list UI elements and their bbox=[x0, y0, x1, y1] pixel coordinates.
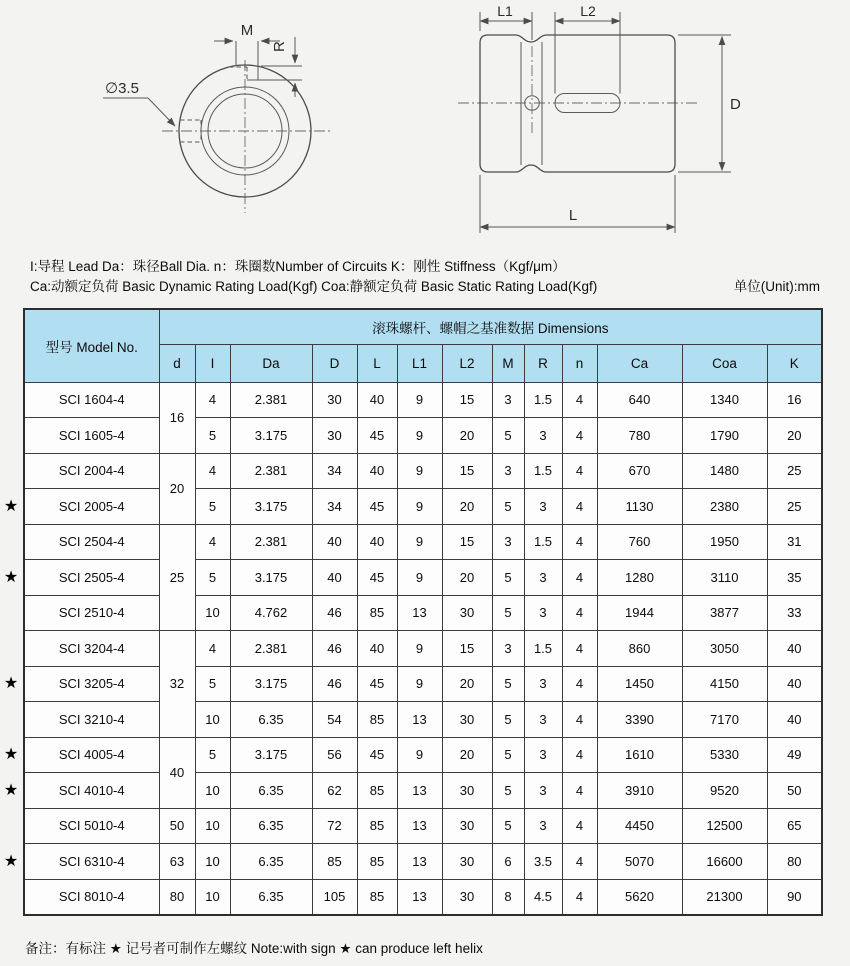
model-cell: SCI 8010-4 bbox=[24, 879, 159, 915]
value-cell: 4 bbox=[562, 737, 597, 773]
value-cell: 3390 bbox=[597, 702, 682, 738]
value-cell: 1.5 bbox=[524, 453, 562, 489]
value-cell: 90 bbox=[767, 879, 822, 915]
value-cell: 3910 bbox=[597, 773, 682, 809]
value-cell: 31 bbox=[767, 524, 822, 560]
table-row bbox=[24, 382, 822, 418]
value-cell: 3110 bbox=[682, 560, 767, 596]
value-cell: 10 bbox=[195, 879, 230, 915]
value-cell: 3 bbox=[492, 631, 524, 667]
value-cell: 20 bbox=[442, 560, 492, 596]
value-cell: 640 bbox=[597, 382, 682, 418]
value-cell: 4.762 bbox=[230, 595, 312, 631]
value-cell: 3 bbox=[524, 560, 562, 596]
value-cell: 4.5 bbox=[524, 879, 562, 915]
value-cell: 54 bbox=[312, 702, 357, 738]
value-cell: 35 bbox=[767, 560, 822, 596]
table-row bbox=[24, 560, 822, 596]
value-cell: 20 bbox=[767, 418, 822, 454]
value-cell: 13 bbox=[397, 702, 442, 738]
value-cell: 34 bbox=[312, 453, 357, 489]
value-cell: 4 bbox=[562, 382, 597, 418]
value-cell: 4 bbox=[562, 595, 597, 631]
model-cell: SCI 1605-4 bbox=[24, 418, 159, 454]
value-cell: 46 bbox=[312, 666, 357, 702]
value-cell: 40 bbox=[767, 666, 822, 702]
model-cell: SCI 2510-4 bbox=[24, 595, 159, 631]
table-row bbox=[24, 489, 822, 525]
value-cell: 1480 bbox=[682, 453, 767, 489]
value-cell: 30 bbox=[312, 382, 357, 418]
value-cell: 85 bbox=[357, 879, 397, 915]
value-cell: 1790 bbox=[682, 418, 767, 454]
d-dim-label: D bbox=[730, 96, 741, 113]
abbreviation-legend bbox=[30, 257, 820, 297]
model-cell: SCI 3205-4 bbox=[24, 666, 159, 702]
value-cell: 40 bbox=[312, 560, 357, 596]
value-cell: 30 bbox=[442, 808, 492, 844]
column-header-l: L bbox=[357, 344, 397, 382]
value-cell: 5 bbox=[195, 489, 230, 525]
value-cell: 10 bbox=[195, 808, 230, 844]
l2-dim-label: L2 bbox=[580, 3, 596, 19]
value-cell: 10 bbox=[195, 844, 230, 880]
value-cell: 1130 bbox=[597, 489, 682, 525]
value-cell: 85 bbox=[357, 595, 397, 631]
dimensions-title-header: 滚珠螺杆、螺帽之基准数据 Dimensions bbox=[159, 309, 822, 344]
value-cell: 780 bbox=[597, 418, 682, 454]
value-cell: 45 bbox=[357, 418, 397, 454]
value-cell: 13 bbox=[397, 844, 442, 880]
technical-drawings bbox=[0, 0, 850, 252]
model-cell: SCI 6310-4 bbox=[24, 844, 159, 880]
value-cell: 3 bbox=[524, 737, 562, 773]
table-row bbox=[24, 666, 822, 702]
value-cell: 1.5 bbox=[524, 524, 562, 560]
value-cell: 85 bbox=[357, 702, 397, 738]
value-cell: 6.35 bbox=[230, 702, 312, 738]
value-cell: 5 bbox=[492, 560, 524, 596]
value-cell: 860 bbox=[597, 631, 682, 667]
value-cell: 2.381 bbox=[230, 631, 312, 667]
value-cell: 1.5 bbox=[524, 631, 562, 667]
value-cell: 12500 bbox=[682, 808, 767, 844]
value-cell: 4450 bbox=[597, 808, 682, 844]
value-cell: 85 bbox=[357, 808, 397, 844]
value-cell: 9 bbox=[397, 489, 442, 525]
value-cell: 3877 bbox=[682, 595, 767, 631]
value-cell: 1450 bbox=[597, 666, 682, 702]
d-cell: 20 bbox=[159, 453, 195, 524]
table-row bbox=[24, 631, 822, 667]
value-cell: 4 bbox=[562, 524, 597, 560]
hole-diameter-label: ∅3.5 bbox=[105, 80, 139, 97]
value-cell: 3 bbox=[524, 702, 562, 738]
left-helix-star: ★ bbox=[3, 746, 19, 763]
value-cell: 40 bbox=[357, 382, 397, 418]
value-cell: 65 bbox=[767, 808, 822, 844]
left-helix-star: ★ bbox=[3, 782, 19, 799]
value-cell: 4 bbox=[562, 560, 597, 596]
value-cell: 5 bbox=[195, 666, 230, 702]
d-cell: 32 bbox=[159, 631, 195, 738]
value-cell: 4 bbox=[562, 808, 597, 844]
column-header-l2: L2 bbox=[442, 344, 492, 382]
value-cell: 9520 bbox=[682, 773, 767, 809]
value-cell: 5330 bbox=[682, 737, 767, 773]
value-cell: 5 bbox=[492, 489, 524, 525]
model-cell: SCI 3210-4 bbox=[24, 702, 159, 738]
r-dim-label: R bbox=[271, 41, 288, 52]
column-header-m: M bbox=[492, 344, 524, 382]
table-row bbox=[24, 524, 822, 560]
value-cell: 10 bbox=[195, 773, 230, 809]
value-cell: 9 bbox=[397, 631, 442, 667]
d-cell: 40 bbox=[159, 737, 195, 808]
model-cell: SCI 2004-4 bbox=[24, 453, 159, 489]
d-cell: 25 bbox=[159, 524, 195, 631]
value-cell: 1280 bbox=[597, 560, 682, 596]
value-cell: 4 bbox=[195, 524, 230, 560]
value-cell: 3.175 bbox=[230, 666, 312, 702]
value-cell: 3.175 bbox=[230, 489, 312, 525]
value-cell: 5 bbox=[492, 418, 524, 454]
value-cell: 3.5 bbox=[524, 844, 562, 880]
model-cell: SCI 2504-4 bbox=[24, 524, 159, 560]
value-cell: 20 bbox=[442, 737, 492, 773]
value-cell: 9 bbox=[397, 382, 442, 418]
legend-line-1: I:导程 Lead Da：珠径Ball Dia. n：珠圈数Number of Circuits K：刚性 Stiffness（Kgf/μm） bbox=[30, 259, 566, 274]
value-cell: 5 bbox=[195, 560, 230, 596]
value-cell: 8 bbox=[492, 879, 524, 915]
left-helix-star: ★ bbox=[3, 675, 19, 692]
value-cell: 85 bbox=[357, 844, 397, 880]
value-cell: 3.175 bbox=[230, 737, 312, 773]
column-header-n: n bbox=[562, 344, 597, 382]
column-header-da: Da bbox=[230, 344, 312, 382]
table-row bbox=[24, 595, 822, 631]
value-cell: 80 bbox=[767, 844, 822, 880]
value-cell: 13 bbox=[397, 808, 442, 844]
column-header-d: d bbox=[159, 344, 195, 382]
value-cell: 9 bbox=[397, 418, 442, 454]
value-cell: 4 bbox=[195, 382, 230, 418]
value-cell: 13 bbox=[397, 879, 442, 915]
value-cell: 16 bbox=[767, 382, 822, 418]
value-cell: 72 bbox=[312, 808, 357, 844]
model-cell: SCI 4010-4 bbox=[24, 773, 159, 809]
value-cell: 1340 bbox=[682, 382, 767, 418]
value-cell: 6.35 bbox=[230, 773, 312, 809]
value-cell: 4 bbox=[562, 666, 597, 702]
value-cell: 1944 bbox=[597, 595, 682, 631]
value-cell: 45 bbox=[357, 560, 397, 596]
value-cell: 20 bbox=[442, 418, 492, 454]
value-cell: 5070 bbox=[597, 844, 682, 880]
value-cell: 25 bbox=[767, 489, 822, 525]
end-view-drawing bbox=[103, 22, 330, 213]
value-cell: 2.381 bbox=[230, 524, 312, 560]
model-cell: SCI 2005-4 bbox=[24, 489, 159, 525]
table-row bbox=[24, 418, 822, 454]
value-cell: 85 bbox=[357, 773, 397, 809]
table-row bbox=[24, 737, 822, 773]
value-cell: 5 bbox=[492, 737, 524, 773]
d-cell: 50 bbox=[159, 808, 195, 844]
value-cell: 5 bbox=[195, 737, 230, 773]
value-cell: 2.381 bbox=[230, 382, 312, 418]
column-header-r: R bbox=[524, 344, 562, 382]
value-cell: 4150 bbox=[682, 666, 767, 702]
value-cell: 3 bbox=[524, 489, 562, 525]
value-cell: 3.175 bbox=[230, 418, 312, 454]
side-view-drawing bbox=[458, 3, 741, 233]
value-cell: 21300 bbox=[682, 879, 767, 915]
value-cell: 3 bbox=[492, 524, 524, 560]
unit-note: 单位(Unit):mm bbox=[733, 279, 820, 294]
value-cell: 46 bbox=[312, 595, 357, 631]
left-helix-star: ★ bbox=[3, 498, 19, 515]
model-cell: SCI 3204-4 bbox=[24, 631, 159, 667]
value-cell: 30 bbox=[442, 595, 492, 631]
value-cell: 7170 bbox=[682, 702, 767, 738]
value-cell: 5 bbox=[492, 666, 524, 702]
value-cell: 6 bbox=[492, 844, 524, 880]
value-cell: 45 bbox=[357, 489, 397, 525]
value-cell: 1.5 bbox=[524, 382, 562, 418]
value-cell: 3 bbox=[524, 418, 562, 454]
value-cell: 49 bbox=[767, 737, 822, 773]
value-cell: 9 bbox=[397, 560, 442, 596]
value-cell: 50 bbox=[767, 773, 822, 809]
value-cell: 40 bbox=[357, 524, 397, 560]
value-cell: 9 bbox=[397, 524, 442, 560]
value-cell: 9 bbox=[397, 453, 442, 489]
value-cell: 4 bbox=[562, 844, 597, 880]
value-cell: 30 bbox=[442, 773, 492, 809]
value-cell: 10 bbox=[195, 595, 230, 631]
value-cell: 4 bbox=[195, 453, 230, 489]
value-cell: 5 bbox=[492, 702, 524, 738]
column-header-ca: Ca bbox=[597, 344, 682, 382]
value-cell: 3 bbox=[492, 382, 524, 418]
model-cell: SCI 1604-4 bbox=[24, 382, 159, 418]
value-cell: 5 bbox=[492, 773, 524, 809]
value-cell: 30 bbox=[442, 844, 492, 880]
value-cell: 13 bbox=[397, 595, 442, 631]
value-cell: 5 bbox=[492, 595, 524, 631]
value-cell: 4 bbox=[562, 773, 597, 809]
value-cell: 40 bbox=[767, 702, 822, 738]
table-row bbox=[24, 773, 822, 809]
spec-table-area bbox=[3, 308, 821, 916]
value-cell: 2380 bbox=[682, 489, 767, 525]
value-cell: 4 bbox=[562, 453, 597, 489]
value-cell: 5 bbox=[195, 418, 230, 454]
value-cell: 2.381 bbox=[230, 453, 312, 489]
value-cell: 9 bbox=[397, 666, 442, 702]
value-cell: 40 bbox=[312, 524, 357, 560]
value-cell: 6.35 bbox=[230, 844, 312, 880]
table-row bbox=[24, 879, 822, 915]
value-cell: 20 bbox=[442, 489, 492, 525]
value-cell: 33 bbox=[767, 595, 822, 631]
left-helix-star: ★ bbox=[3, 853, 19, 870]
value-cell: 56 bbox=[312, 737, 357, 773]
value-cell: 45 bbox=[357, 666, 397, 702]
value-cell: 6.35 bbox=[230, 808, 312, 844]
value-cell: 1950 bbox=[682, 524, 767, 560]
value-cell: 4 bbox=[562, 879, 597, 915]
value-cell: 6.35 bbox=[230, 879, 312, 915]
value-cell: 4 bbox=[562, 489, 597, 525]
value-cell: 5 bbox=[492, 808, 524, 844]
value-cell: 3 bbox=[524, 595, 562, 631]
value-cell: 25 bbox=[767, 453, 822, 489]
spec-table bbox=[23, 308, 823, 916]
value-cell: 3 bbox=[524, 808, 562, 844]
value-cell: 3 bbox=[492, 453, 524, 489]
l-dim-label: L bbox=[568, 207, 578, 224]
model-cell: SCI 4005-4 bbox=[24, 737, 159, 773]
value-cell: 3 bbox=[524, 666, 562, 702]
column-header-i: I bbox=[195, 344, 230, 382]
value-cell: 15 bbox=[442, 382, 492, 418]
value-cell: 10 bbox=[195, 702, 230, 738]
value-cell: 15 bbox=[442, 631, 492, 667]
value-cell: 16600 bbox=[682, 844, 767, 880]
value-cell: 20 bbox=[442, 666, 492, 702]
column-header-l1: L1 bbox=[397, 344, 442, 382]
table-row bbox=[24, 702, 822, 738]
value-cell: 45 bbox=[357, 737, 397, 773]
column-header-d: D bbox=[312, 344, 357, 382]
value-cell: 30 bbox=[312, 418, 357, 454]
value-cell: 760 bbox=[597, 524, 682, 560]
value-cell: 5620 bbox=[597, 879, 682, 915]
value-cell: 9 bbox=[397, 737, 442, 773]
table-row bbox=[24, 453, 822, 489]
legend-line-2: Ca:动额定负荷 Basic Dynamic Rating Load(Kgf) Coa:静额定负荷 Basic Static Rating Load(Kgf) bbox=[30, 279, 598, 294]
value-cell: 30 bbox=[442, 879, 492, 915]
footnote: 备注：有标注 ★ 记号者可制作左螺纹 Note:with sign ★ can produce left helix bbox=[25, 941, 483, 956]
value-cell: 1610 bbox=[597, 737, 682, 773]
d-cell: 16 bbox=[159, 382, 195, 453]
model-col-header: 型号 Model No. bbox=[24, 309, 159, 382]
model-cell: SCI 2505-4 bbox=[24, 560, 159, 596]
value-cell: 4 bbox=[562, 418, 597, 454]
left-helix-star: ★ bbox=[3, 569, 19, 586]
value-cell: 15 bbox=[442, 453, 492, 489]
value-cell: 85 bbox=[312, 844, 357, 880]
value-cell: 62 bbox=[312, 773, 357, 809]
value-cell: 30 bbox=[442, 702, 492, 738]
value-cell: 40 bbox=[357, 631, 397, 667]
value-cell: 670 bbox=[597, 453, 682, 489]
value-cell: 34 bbox=[312, 489, 357, 525]
d-cell: 63 bbox=[159, 844, 195, 880]
d-cell: 80 bbox=[159, 879, 195, 915]
value-cell: 40 bbox=[767, 631, 822, 667]
value-cell: 3.175 bbox=[230, 560, 312, 596]
value-cell: 13 bbox=[397, 773, 442, 809]
column-header-coa: Coa bbox=[682, 344, 767, 382]
value-cell: 4 bbox=[562, 631, 597, 667]
table-row bbox=[24, 808, 822, 844]
value-cell: 4 bbox=[562, 702, 597, 738]
column-header-k: K bbox=[767, 344, 822, 382]
l1-dim-label: L1 bbox=[497, 3, 513, 19]
value-cell: 105 bbox=[312, 879, 357, 915]
value-cell: 3050 bbox=[682, 631, 767, 667]
value-cell: 15 bbox=[442, 524, 492, 560]
m-dim-label: M bbox=[240, 22, 254, 39]
value-cell: 46 bbox=[312, 631, 357, 667]
model-cell: SCI 5010-4 bbox=[24, 808, 159, 844]
value-cell: 3 bbox=[524, 773, 562, 809]
table-row bbox=[24, 844, 822, 880]
value-cell: 4 bbox=[195, 631, 230, 667]
value-cell: 40 bbox=[357, 453, 397, 489]
